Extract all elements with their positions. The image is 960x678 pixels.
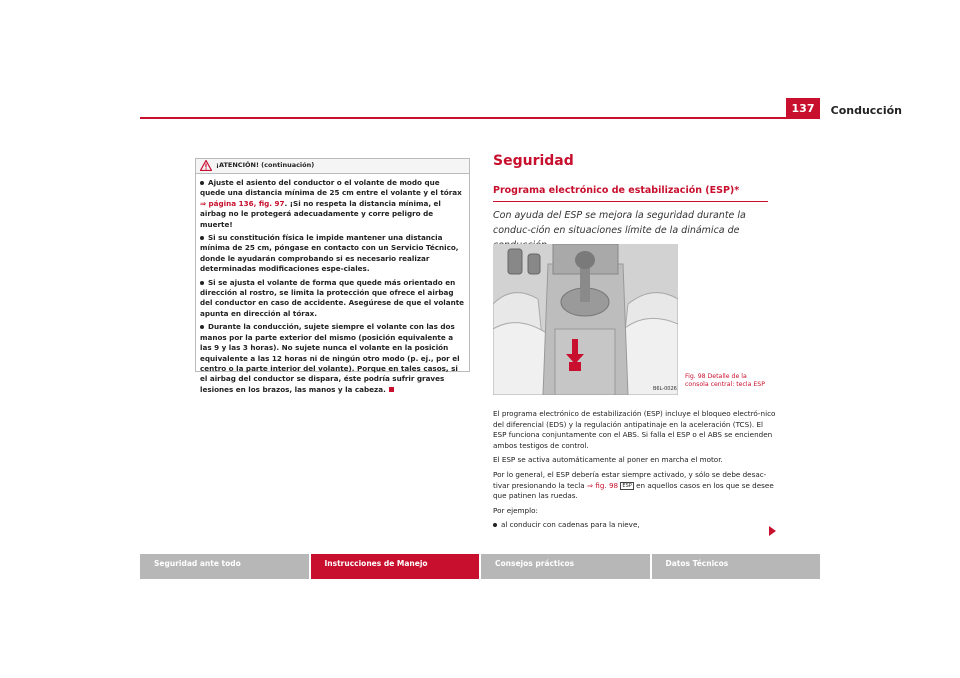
esp-key-icon: ESP [622,482,632,489]
warning-text: Si se ajusta el volante de forma que quede más orientado en dirección al rostro, se limita la protección que ofrece el airbag del conductor en caso de accidente. Asegúrese de que el volante apunta en dirección al tórax. [200,277,465,318]
warning-text: Ajuste el asiento del conductor o el volante de modo que quede una distancia mínima de 25 cm entre el volante y el tórax [200,178,462,198]
warning-header [196,159,469,174]
list-item [493,520,778,531]
paragraph-text: en aquellos casos en los que se desee que patinen las ruedas. [493,480,774,501]
section-title: Seguridad [493,153,574,169]
warning-title: ¡ATENCIÓN! (continuación) [216,161,315,169]
figure-caption-line: consola central: tecla ESP [685,381,765,388]
tab-seguridad[interactable]: Seguridad ante todo [140,554,309,579]
figure-reference-link[interactable]: ⇒ fig. 98 [586,480,619,490]
warning-text: Durante la conducción, sujete siempre el volante con las dos manos por la parte exterior del mismo (posición equivalente a las 9 y las 3 horas). No sujete nunca el volante en la posición equivalente a las 12 horas ni de ningún otro modo (p. ej., por el centro o la parte interior del volante). Porque en tales casos, si el airbag del conductor se dispara, éste podría sufrir graves lesiones en los brazos, las manos y la cabeza. [200,322,460,394]
bullet-icon [200,325,204,329]
page-number: 137 [786,98,820,119]
next-page-arrow-icon[interactable] [769,526,776,536]
warning-text: . ¡Si no respeta la distancia mínima, el airbag no le protegerá adecuadamente y corre peligro de muerte! [200,198,441,229]
warning-text: Si su constitución física le impide mantener una distancia mínima de 25 cm, póngase en contacto con un Servicio Técnico, donde le ayudarán comprobando si es necesario realizar determinadas modificaciones espe-ciales. [200,233,459,274]
figure-center-console [493,244,678,395]
figure-caption [685,373,765,389]
center-console-illustration [493,244,678,395]
section-end-icon [389,387,394,392]
figure-code: B6L-0026 [653,386,677,392]
figure-caption-line: Fig. 98 Detalle de la [685,373,747,380]
list-item-text: al conducir con cadenas para la nieve, [501,520,640,530]
warning-item [200,278,465,320]
bullet-icon [200,236,204,240]
chapter-title: Conducción [830,104,902,117]
paragraph [493,470,778,502]
warning-triangle-icon [200,160,212,171]
paragraph: El programa electrónico de estabilización (ESP) incluye el bloqueo electró-nico del diferencial (EDS) y la regulación antipatinaje en la aceleración (TCS). El ESP funciona conjuntamente con el ABS. Si falla el ESP o el ABS se encienden ambos testigos de control. [493,409,776,450]
subsection-rule [493,201,768,202]
subsection-title: Programa electrónico de estabilización (ESP)* [493,185,740,196]
warning-item [200,178,465,230]
header-rule [140,117,820,119]
warning-item [200,233,465,275]
paragraph: El ESP se activa automáticamente al poner en marcha el motor. [493,455,723,465]
warning-box [195,158,470,394]
bullet-icon [200,181,204,185]
footer-navigation [140,554,820,579]
intro-text: Con ayuda del ESP se mejora la seguridad durante la conduc-ción en situaciones límite de la dinámica de [493,210,746,236]
body-text [493,409,778,535]
paragraph-text: Por lo general, el ESP debería estar siempre activado, y sólo se debe desac-tivar presionando la tecla [493,469,767,490]
bullet-icon [493,523,497,527]
tab-datos-tecnicos[interactable]: Datos Técnicos [652,554,821,579]
page-header [140,100,820,118]
bullet-icon [200,281,204,285]
warning-item [200,322,465,395]
page-reference-link[interactable]: ⇒ página 136, fig. 97 [200,198,285,208]
tab-instrucciones[interactable]: Instrucciones de Manejo [311,554,480,579]
paragraph: Por ejemplo: [493,505,538,515]
tab-consejos[interactable]: Consejos prácticos [481,554,650,579]
